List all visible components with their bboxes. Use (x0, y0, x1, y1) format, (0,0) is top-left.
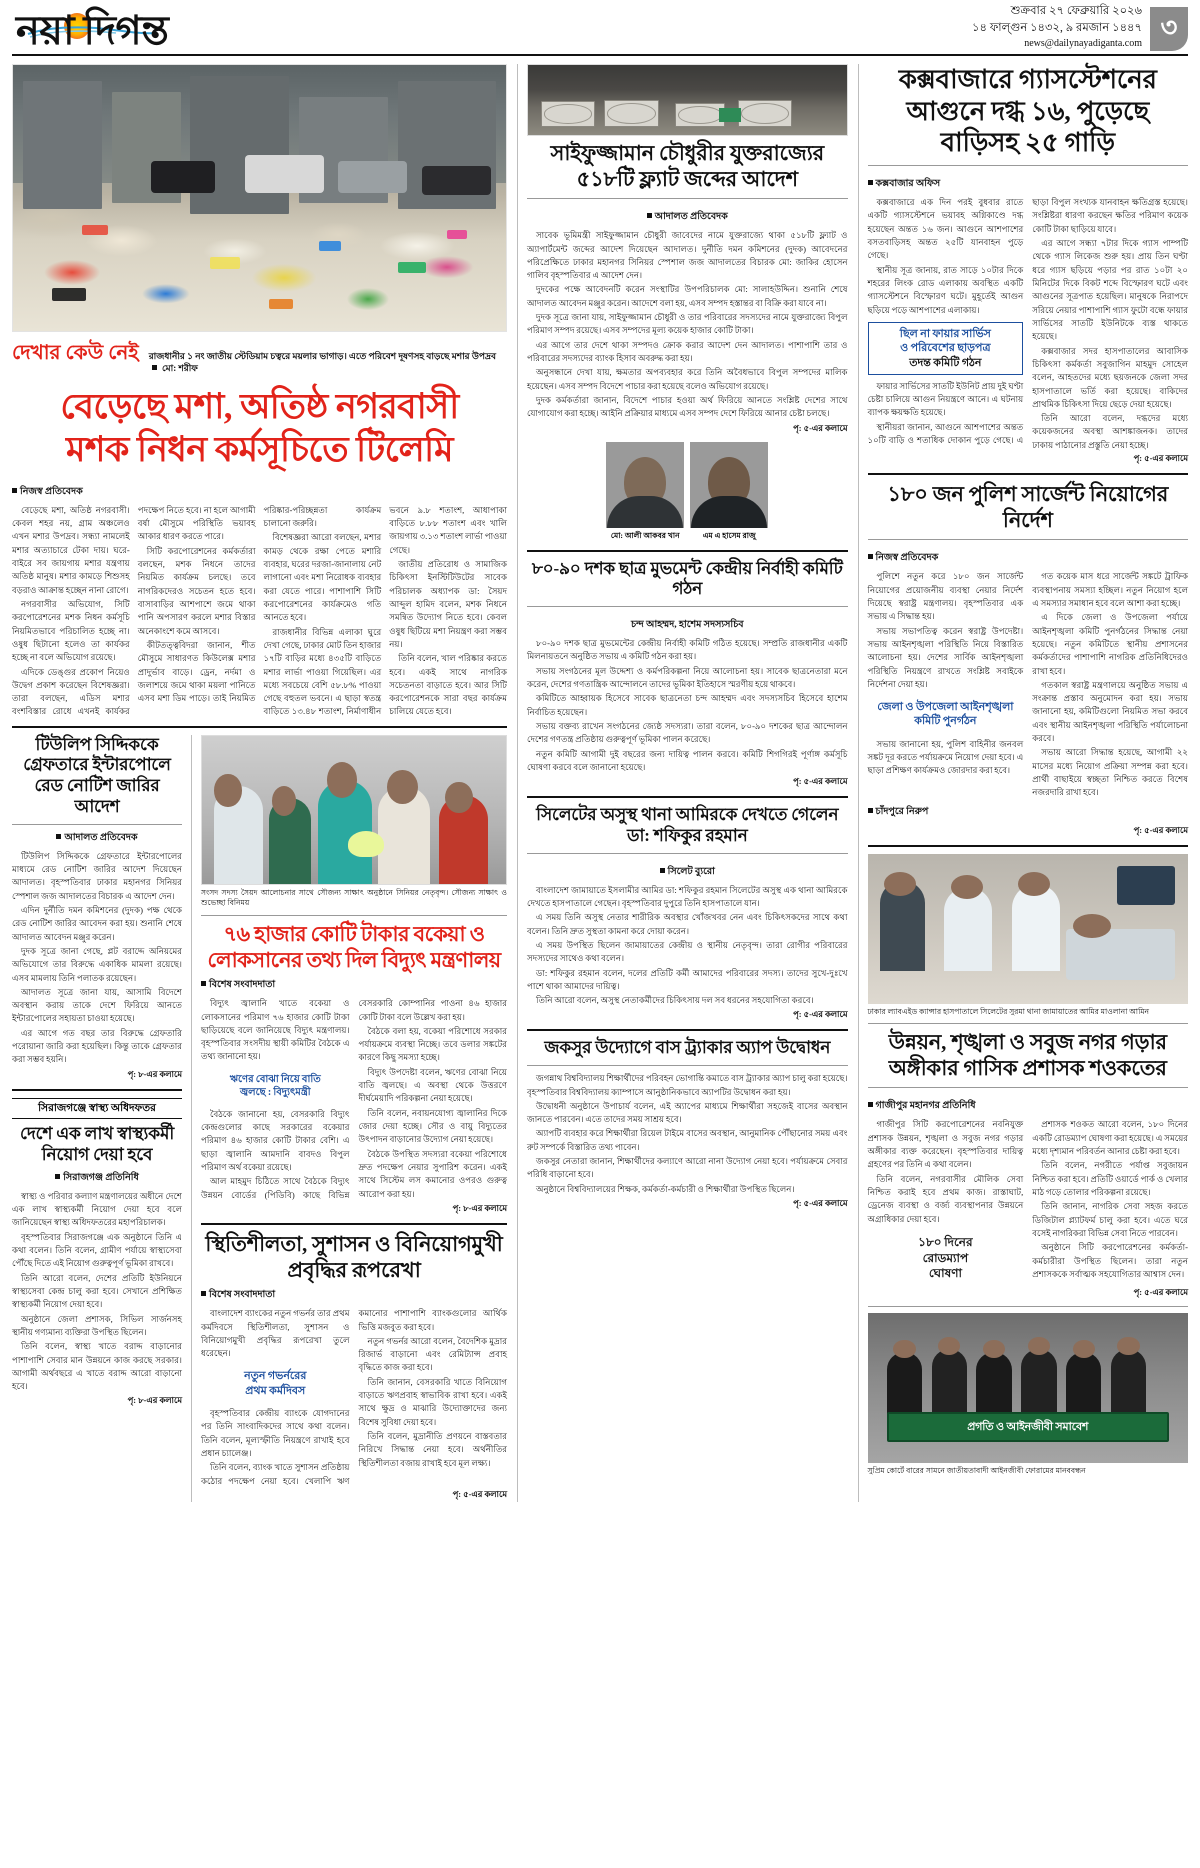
police-credit: চাঁদপুরে নিরুপ (868, 805, 1189, 820)
paragraph: পুলিশে নতুন করে ১৮০ জন সার্জেন্ট নিয়োগের প্রয়োজনীয় ব্যবস্থা নেয়ার নির্দেশ দিয়েছে স্বরাষ্ট্র মন্ত্রণালয়। বৃহস্পতিবার এক সভায় এ সিদ্ধান্ত হয়। (867, 571, 1024, 622)
paragraph: গাজীপুর সিটি করপোরেশনের নবনিযুক্ত প্রশাসক উন্নয়ন, শৃঙ্খলা ও সবুজ নগর গড়ার অঙ্গীকার ব্যক্ত করেছেন। বৃহস্পতিবার দায়িত্ব গ্রহণের পর তিনি এ কথা বলেন। (867, 1119, 1024, 1170)
paragraph: জকসুর নেতারা জানান, শিক্ষার্থীদের কল্যাণে আরো নানা উদ্যোগ নেয়া হবে। পর্যায়ক্রমে সেবার পরিধি বাড়ানো হবে। (527, 1156, 848, 1180)
coxsbazar-byline: কক্সবাজার অফিস (868, 177, 1189, 192)
paragraph: সভায় আরো সিদ্ধান্ত হয়েছে, আগামী ২২ মাসের মধ্যে নিয়োগ প্রক্রিয়া সম্পন্ন করা হবে। প্রার্থী বাছাইয়ে স্বচ্ছতা নিশ্চিত করতে বিশেষ নজরদারি রাখা হবে। (1032, 747, 1188, 798)
portrait-photo (690, 442, 768, 528)
paragraph: অনুষ্ঠানে সিটি করপোরেশনের কর্মকর্তা-কর্মচারীরা উপস্থিত ছিলেন। তারা নতুন প্রশাসককে সর্বাত্মক সহযোগিতার আশ্বাস দেন। (1032, 1242, 1188, 1279)
paragraph: ফায়ার সার্ভিসের সাতটি ইউনিট প্রায় দুই ঘণ্টা চেষ্টা চালিয়ে আগুন নিয়ন্ত্রণে আনে। এ ঘটনায় ব্যাপক ক্ষয়ক্ষতি হয়েছে। (867, 380, 1024, 418)
paragraph: তিনি বলেন, খাল পরিষ্কার করতে হবে। একই সাথে নাগরিক সচেতনতা বাড়াতে হবে। আর সিটি করপোরেশনকে সারা বছর কার্যক্রম চালিয়ে যেতে হবে। (389, 653, 507, 717)
caption-credit: মো: শরীফ (161, 362, 198, 373)
sirajganj-headline: দেশে এক লাখ স্বাস্থ্যকর্মী নিয়োগ দেয়া হবে (19, 1124, 175, 1165)
power-article (191, 735, 507, 1502)
gazipur-body (868, 1118, 1189, 1286)
paragraph: ৮০-৯০ দশক ছাত্র মুভমেন্টের কেন্দ্রীয় নির্বাহী কমিটি গঠিত হয়েছে। সম্প্রতি রাজধানীর একটি মিলনায়তনে অনুষ্ঠিত সভায় এ কমিটি গঠন করা হয়। (527, 638, 848, 662)
column-lead (12, 64, 507, 1502)
paragraph: তিনি জানান, বেসরকারি খাতে বিনিয়োগ বাড়াতে ঋণপ্রবাহ স্বাভাবিক রাখা হবে। একই সাথে ক্ষুদ্র ও মাঝারি উদ্যোক্তাদের জন্য বিশেষ সুবিধা দেয়া হবে। (358, 1376, 507, 1427)
logo-text: নয়া দিগন্ত (16, 8, 169, 53)
police-byline: নিজস্ব প্রতিবেদক (868, 551, 1189, 566)
badge-line3: ঘোষণা (928, 1266, 962, 1281)
sylhet-headline: সিলেটের অসুস্থ থানা আমিরকে দেখতে গেলেন ডা: শফিকুর রহমান (536, 805, 839, 845)
saifuzzaman-jump[interactable]: পৃ: ৫-এর কলামে (793, 423, 848, 433)
power-photo-caption: সংসদ সদস্য সৈয়দ আলোচনার সাথে সৌজন্য সাক্ষাৎ অনুষ্ঠানে সিনিয়র নেতৃবৃন্দ। সৌজন্য সাক্ষাৎ ও শুভেচ্ছা বিনিময় (201, 887, 507, 908)
power-jump[interactable]: পৃ: ৮-এর কলামে (452, 1203, 507, 1213)
lower-left-block (12, 735, 507, 1502)
paragraph: আল মাহমুদ চিঠিতে সাথে বৈঠকে বিদ্যুৎ উন্নয়ন বোর্ডের (পিডিবি) কাছে বিভিন্ন বেসরকারি কোম্পানির পাওনা ৪৬ হাজার কোটি টাকা বলে উল্লেখ করা হয়। (201, 998, 507, 1200)
paragraph: তিনি বলেন, নগরবাসীর মৌলিক সেবা নিশ্চিত করাই হবে প্রথম কাজ। রাস্তাঘাট, ড্রেনেজ ব্যবস্থা ও বর্জ্য ব্যবস্থাপনার উন্নয়নে অগ্রাধিকার দেয়া হবে। (867, 1173, 1024, 1224)
paragraph: অনুসন্ধানে দেখা যায়, ক্ষমতার অপব্যবহার করে তিনি অবৈধভাবে বিপুল সম্পদের মালিক হয়েছেন। এসব সম্পদ বিদেশে পাচার করা হয়েছে বলেও অভিযোগ রয়েছে। (527, 367, 848, 391)
lead-body (12, 504, 507, 719)
lead-byline: নিজস্ব প্রতিবেদক (12, 485, 507, 500)
paragraph: অ্যাপটি ব্যবহার করে শিক্ষার্থীরা রিয়েল টাইমে বাসের অবস্থান, আনুমানিক পৌঁছানোর সময় এবং রুট সম্পর্কে বিস্তারিত তথ্য পাবেন। (527, 1128, 848, 1152)
interpol-byline: আদালত প্রতিবেদক (12, 831, 182, 846)
growth-sub-line1: নতুন গভর্নরের (244, 1370, 307, 1383)
paragraph: এর আগে তার দেশে থাকা সম্পদও ক্রোক করার আদেশ দেন আদালত। পাশাপাশি তার ও পরিবারের সদস্যদের ব্যাংক হিসাব অবরুদ্ধ করা হয়। (527, 339, 848, 364)
handover-photo (201, 735, 507, 885)
paragraph: বাংলাদেশ জামায়াতে ইসলামীর আমির ডা: শফিকুর রহমান সিলেটের অসুস্থ এক থানা আমিরকে দেখতে হাসপাতালে গেছেন। বৃহস্পতিবার দুপুরে তিনি হাসপাতালে যান। (527, 884, 848, 908)
hospital-photo-caption: ঢাকার ল্যাবএইড ক্যান্সার হাসপাতালে সিলেটের সুরমা থানা জামায়াতের আমির মাওলানা আমিন (867, 1006, 1150, 1016)
paragraph: দুদক কর্মকর্তারা জানান, বিদেশে পাচার হওয়া অর্থ ফিরিয়ে আনতে সংশ্লিষ্ট দেশের সাথে যোগাযোগ করা হচ্ছে। আইনি প্রক্রিয়ার মাধ্যমে এসব সম্পদ দেশে ফিরিয়ে আনার চেষ্টা চলছে। (527, 394, 848, 419)
power-headline-line2: লোকসানের তথ্য দিল বিদ্যুৎ মন্ত্রণালয় (207, 947, 501, 972)
paragraph: তিনি আরো বলেন, দগ্ধদের মধ্যে কয়েকজনের অবস্থা আশঙ্কাজনক। তাদের ঢাকায় পাঠানোর প্রস্তুতি নেয়া হচ্ছে। (1032, 413, 1188, 450)
gazipur-jump[interactable]: পৃ: ৫-এর কলামে (1133, 1288, 1188, 1298)
growth-jump[interactable]: পৃ: ৫-এর কলামে (452, 1489, 507, 1499)
power-byline: বিশেষ সংবাদদাতা (201, 978, 507, 993)
coxsbazar-jump[interactable]: পৃ: ৫-এর কলামে (1133, 454, 1188, 464)
rally-banner: প্রগতি ও আইনজীবী সমাবেশ (887, 1412, 1169, 1442)
portrait-photo (606, 442, 684, 528)
portrait-group (527, 442, 848, 543)
power-sub-line2: জ্বলছে : বিদ্যুৎমন্ত্রী (239, 1086, 311, 1098)
rally-photo-caption: সুপ্রিম কোর্টে বারের সামনে জাতীয়তাবাদী আইনজীবী ফোরামের মানববন্ধন (867, 1466, 1086, 1476)
saifuzzaman-byline: আদালত প্রতিবেদক (527, 210, 848, 225)
paragraph: এর আগে গত বছর তার বিরুদ্ধে গ্রেফতারি পরোয়ানা জারি করা হয়েছিল। কিন্তু তাকে গ্রেফতার করা সম্ভব হয়নি। (12, 1027, 182, 1065)
box-line3: তদন্ত কমিটি গঠন (909, 356, 982, 369)
gazipur-byline: গাজীপুর মহানগর প্রতিনিধি (868, 1099, 1189, 1114)
paragraph: এদিন দুর্নীতি দমন কমিশনের (দুদক) পক্ষ থেকে রেড নোটিশ জারির আবেদন করা হয়। শুনানি শেষে আদালত আবেদন মঞ্জুর করেন। (12, 904, 182, 942)
power-body (201, 997, 507, 1202)
growth-headline: স্থিতিশীলতা, সুশাসন ও বিনিয়োগমুখী প্রবৃদ্ধির রূপরেখা (205, 1231, 503, 1282)
paragraph: প্রশাসক শওকত আরো বলেন, ১৮০ দিনের একটি রোডম্যাপ ঘোষণা করা হয়েছে। এ সময়ের মধ্যে দৃশ্যমান পরিবর্তন আনার চেষ্টা করা হবে। (1032, 1119, 1188, 1157)
sirajganj-jump[interactable]: পৃ: ৮-এর কলামে (127, 1396, 182, 1406)
paragraph: তিনি বলেন, নবায়নযোগ্য জ্বালানির দিকে জোর দেয়া হচ্ছে। সৌর ও বায়ু বিদ্যুতের উৎপাদন বাড়ানোর উদ্যোগ নেয়া হয়েছে। (358, 1107, 507, 1145)
paragraph: দুদকের পক্ষে আবেদনটি করেন সংস্থাটির উপপরিচালক মো: সালাহউদ্দিন। শুনানি শেষে আদালত আবেদন মঞ্জুর করেন। আদেশে বলা হয়, এসব সম্পদ হস্তান্তর বা বিক্রি করা যাবে না। (527, 284, 848, 308)
paragraph: কীটতত্ত্ববিদরা জানান, শীত মৌসুমে সাধারণত কিউলেক্স মশার প্রাদুর্ভাব বাড়ে। ড্রেন, নর্দমা ও জলাশয়ে জমে থাকা ময়লা পানিতে এসব মশা ডিম পাড়ে। তাই নিয়মিত পরিষ্কার-পরিচ্ছন্নতা কার্যক্রম চালানো জরুরি। (137, 504, 382, 704)
coxsbazar-highlight-box (868, 322, 1024, 375)
student-movement-jump[interactable]: পৃ: ৫-এর কলামে (793, 777, 848, 787)
gazipur-headline: উন্নয়ন, শৃঙ্খলা ও সবুজ নগর গড়ার অঙ্গীকার গাসিক প্রশাসক শওকতের (888, 1030, 1167, 1080)
paragraph: অনুষ্ঠানে জেলা প্রশাসক, সিভিল সার্জনসহ স্থানীয় গণ্যমান্য ব্যক্তিরা উপস্থিত ছিলেন। (12, 1313, 182, 1337)
paragraph: জাতীয় প্রতিরোধ ও সামাজিক চিকিৎসা ইনস্টিটিউটের সাবেক পরিচালক অধ্যাপক ডা: সৈয়দ আব্দুল হামিদ বলেন, মশক নিধনে সমন্বিত উদ্যোগ নিতে হবে। কেবল ওষুধ ছিটিয়ে মশা নিয়ন্ত্রণ করা সম্ভব নয়। (389, 559, 507, 649)
paragraph: আদালত সূত্রে জানা যায়, আসামি বিদেশে অবস্থান করায় তাকে দেশে ফিরিয়ে আনতে ইন্টারপোলের সহায়তা চাওয়া হয়েছে। (12, 986, 182, 1024)
paragraph: বিদ্যুৎ উপদেষ্টা বলেন, ঋণের বোঝা নিয়ে বাতি জ্বলছে। এ অবস্থা থেকে উত্তরণে দীর্ঘমেয়াদি পরিকল্পনা নেয়া হয়েছে। (358, 1066, 507, 1104)
paragraph: কক্সবাজার সদর হাসপাতালের আবাসিক চিকিৎসা কর্মকর্তা সবুজাগিন মাহমুদ সোহেল বলেন, আহতদের মধ্যে ছয়জনকে জেলা সদর হাসপাতালে ভর্তি করা হয়েছে। বাকিদের প্রাথমিক চিকিৎসা দিয়ে ছেড়ে দেয়া হয়েছে। (1032, 345, 1188, 409)
police-subbox (868, 696, 1024, 733)
sirajganj-byline: সিরাজগঞ্জ প্রতিনিধি (12, 1171, 182, 1186)
paragraph: বৈঠকে বলা হয়, বকেয়া পরিশোধে সরকার পর্যায়ক্রমে ব্যবস্থা নিচ্ছে। তবে ডলার সঙ্কটের কারণে কিছু সমস্যা হচ্ছে। (358, 1025, 507, 1063)
power-headline-line1: ৭৬ হাজার কোটি টাকার বকেয়া ও (223, 922, 485, 946)
gazipur-badge (868, 1231, 1024, 1286)
sylhet-jump[interactable]: পৃ: ৫-এর কলামে (793, 1010, 848, 1020)
police-headline: ১৮০ জন পুলিশ সার্জেন্ট নিয়োগের নির্দেশ (887, 482, 1169, 532)
paragraph: স্থানীয়রা জানান, আগুনে আশপাশের অন্তত ১০টি বাড়ি ও শতাধিক দোকান পুড়ে গেছে। এ ছাড়া বিপুল সংখ্যক যানবাহন ক্ষতিগ্রস্ত হয়েছে। সংশ্লিষ্টরা ধারণা করছেন ক্ষতির পরিমাণ কয়েক কোটি টাকা ছাড়িয়ে যাবে। (867, 197, 1188, 446)
paragraph: এ দিকে জেলা ও উপজেলা পর্যায়ে আইনশৃঙ্খলা কমিটি পুনর্গঠনের সিদ্ধান্ত নেয়া হয়েছে। নতুন কমিটিতে স্থানীয় প্রশাসনের কর্মকর্তাদের পাশাপাশি নাগরিক প্রতিনিধিদেরও রাখা হবে। (1032, 612, 1188, 676)
portrait-name: এম এ হাসেম রাজু (702, 530, 756, 540)
police-subbox-text: জেলা ও উপজেলা আইনশৃঙ্খলা কমিটি পুনর্গঠন (877, 701, 1014, 728)
coxsbazar-body (868, 196, 1189, 452)
paragraph: দুদক সূত্রে জানা গেছে, প্লট বরাদ্দে অনিয়মের অভিযোগে তার বিরুদ্ধে একাধিক মামলা রয়েছে। এসব মামলায় তিনি পলাতক রয়েছেন। (12, 945, 182, 983)
content-grid (12, 56, 1188, 1502)
police-jump[interactable]: পৃ: ৫-এর কলামে (1133, 825, 1188, 835)
paragraph: সভায় সংগঠনের মূল উদ্দেশ্য ও কর্মপরিকল্পনা নিয়ে আলোচনা হয়। সাবেক ছাত্রনেতারা মনে করেন, দেশের গণতান্ত্রিক আন্দোলনে তাদের ভূমিকা ইতিহাসে স্মরণীয় হয়ে থাকবে। (527, 665, 848, 689)
date-block (972, 3, 1142, 51)
paragraph: গতকাল স্বরাষ্ট্র মন্ত্রণালয়ে অনুষ্ঠিত সভায় এ সংক্রান্ত প্রস্তাব অনুমোদন করা হয়। সভায় জানানো হয়, কমিটিগুলো নিয়মিত সভা করবে এবং স্থানীয় আইনশৃঙ্খলা পরিস্থিতি পর্যালোচনা করবে। (1032, 679, 1188, 744)
paragraph: বৃহস্পতিবার কেন্দ্রীয় ব্যাংকে যোগদানের পর তিনি সাংবাদিকদের সাথে কথা বলেন। তিনি বলেন, মূল্যস্ফীতি নিয়ন্ত্রণে রাখাই হবে প্রধান চ্যালেঞ্জ। (201, 1408, 350, 1458)
student-movement-body (527, 637, 848, 775)
sirajganj-kicker: সিরাজগঞ্জে স্বাস্থ্য অধিদফতর (12, 1098, 182, 1120)
lead-headline-line2: মশক নিধন কর্মসূচিতে টিলেমি (65, 430, 454, 470)
bengali-hijri-date: ১৪ ফাল্গুন ১৪৩২, ৯ রমজান ১৪৪৭ (972, 21, 1142, 34)
power-headline (201, 922, 507, 973)
contact-email: news@dailynayadiganta.com (1024, 37, 1142, 49)
column-three (858, 64, 1189, 1502)
paragraph: স্থানীয় সূত্র জানায়, রাত সাড়ে ১০টার দিকে শহরের লিংক রোড এলাকায় অবস্থিত একটি গ্যাসস্টেশনে বিস্ফোরণ ঘটে। মুহূর্তেই আগুন ছড়িয়ে পড়ে আশপাশের এলাকায়। (867, 264, 1024, 315)
masthead-right (972, 3, 1188, 51)
police-body (868, 570, 1189, 799)
paragraph: নতুন কমিটি আগামী দুই বছরের জন্য দায়িত্ব পালন করবে। কমিটি শিগগিরই পূর্ণাঙ্গ কর্মসূচি ঘোষণা করবে বলে জানানো হয়েছে। (527, 748, 848, 772)
interpol-body (12, 850, 182, 1067)
paragraph: সিটি করপোরেশনের কর্মকর্তারা বলছেন, মশক নিধনে তাদের নিয়মিত কার্যক্রম চলছে। তবে নাগরিকদেরও সচেতন হতে হবে। বাসাবাড়ির আশপাশে জমে থাকা পানি অপসারণ করলে মশার বিস্তার অনেকাংশে কমে আসবে। (137, 545, 256, 636)
paragraph: এদিকে ডেঙ্গুর প্রকোপ নিয়েও উদ্বেগ প্রকাশ করেছেন বিশেষজ্ঞরা। তারা বলছেন, এডিস মশার বংশবিস্তার রোধে এখনই কার্যকর পদক্ষেপ নিতে হবে। না হলে আগামী বর্ষা মৌসুমে পরিস্থিতি ভয়াবহ আকার ধারণ করতে পারে। (12, 504, 256, 717)
masthead (12, 0, 1188, 56)
growth-body (201, 1307, 507, 1488)
paragraph: তিনি বলেন, নগরীতে পর্যাপ্ত সবুজায়ন নিশ্চিত করা হবে। প্রতিটি ওয়ার্ডে পার্ক ও খেলার মাঠ গড়ে তোলার পরিকল্পনা রয়েছে। (1032, 1160, 1188, 1198)
saifuzzaman-headline: সাইফুজ্জামান চৌধুরীর যুক্তরাজ্যের ৫১৮টি ফ্ল্যাট জব্দের আদেশ (550, 141, 824, 191)
paragraph: বেড়েছে মশা, অতিষ্ঠ নগরবাসী। কেবল শহর নয়, গ্রাম অঞ্চলেও এখন মশার উপদ্রব। সন্ধ্যা নামলেই মশার অত্যাচারে টেকা দায়। ঘরে-বাইরে সব জায়গায় মশার যন্ত্রণায় অতিষ্ঠ মানুষ। মশার কামড়ে শিশুসহ বড়রাও আক্রান্ত হচ্ছেন নানা রোগে। (12, 504, 130, 595)
paragraph: বৈঠকে জানানো হয়, বেসরকারি বিদ্যুৎ কেন্দ্রগুলোর কাছে সরকারের বকেয়ার পরিমাণ ৪৬ হাজার কোটি টাকার বেশি। এ ছাড়া জ্বালানি আমদানি বাবদও বিপুল পরিমাণ অর্থ বকেয়া রয়েছে। (201, 1108, 350, 1173)
joksu-jump[interactable]: পৃ: ৫-এর কলামে (793, 1199, 848, 1209)
paragraph: তিনি আরো বলেন, দেশের প্রতিটি ইউনিয়নে স্বাস্থ্যসেবা কেন্দ্র চালু করা হবে। সেখানে প্রশিক্ষিত স্বাস্থ্যকর্মী নিয়োগ দেয়া হবে। (12, 1272, 182, 1310)
paragraph: কক্সবাজারে এক দিন পরই বুধবার রাতে একটি গ্যাসস্টেশনে ভয়াবহ অগ্নিকাণ্ডে দগ্ধ হয়েছেন অন্তত ১৬ জন। আগুনে আশপাশের বসতবাড়িসহ অন্তত ২৫টি যানবাহন পুড়ে গেছে। (867, 197, 1024, 261)
paragraph: নগরবাসীর অভিযোগ, সিটি করপোরেশনের মশক নিধন কর্মসূচি নিয়মিতভাবে পরিচালিত হচ্ছে না। ওষুধ ছিটানো হলেও তা কার্যকর হচ্ছে না বলে অভিযোগ রয়েছে। (12, 598, 130, 663)
joksu-headline: জকসুর উদ্যোগে বাস ট্র্যাকার অ্যাপ উদ্বোধন (544, 1038, 831, 1058)
paragraph: তিনি বলেন, ব্যাংক খাতে সুশাসন প্রতিষ্ঠায় কঠোর পদক্ষেপ নেয়া হবে। খেলাপি ঋণ কমানোর পাশাপাশি ব্যাংকগুলোর আর্থিক ভিত্তি মজবুত করা হবে। (201, 1308, 507, 1486)
paragraph: সভায় সভাপতিত্ব করেন স্বরাষ্ট্র উপদেষ্টা। সভায় আইনশৃঙ্খলা পরিস্থিতি নিয়ে বিস্তারিত আলোচনা হয়। দেশের সার্বিক আইনশৃঙ্খলা পরিস্থিতি নিয়ন্ত্রণে রাখতে সংশ্লিষ্ট সবাইকে নির্দেশনা দেয়া হয়। (867, 625, 1024, 689)
paragraph: ডা: শফিকুর রহমান বলেন, দলের প্রতিটি কর্মী আমাদের পরিবারের সদস্য। তাদের সুখে-দুঃখে পাশে থাকা আমাদের দায়িত্ব। (527, 967, 848, 991)
column-two (517, 64, 848, 1502)
caption-body: রাজধানীর ১ নং জাতীয় স্টেডিয়াম চত্বরে ময়লার ভাগাড়। এতে পরিবেশ দূষণসহ বাড়ছে মশার উপদ্রব (148, 351, 496, 361)
page-number-badge: ৩ (1150, 7, 1188, 51)
interpol-article (12, 735, 182, 1502)
caption-text (149, 351, 507, 374)
power-sub-line1: ঋণের বোঝা নিয়ে বাতি (229, 1073, 321, 1085)
gregorian-date: শুক্রবার ২৭ ফেব্রুয়ারি ২০২৬ (1010, 5, 1142, 18)
interpol-jump[interactable]: পৃ: ৮-এর কলামে (127, 1069, 182, 1079)
paragraph: সাবেক ভূমিমন্ত্রী সাইফুজ্জামান চৌধুরী জাবেদের নামে যুক্তরাজ্যে থাকা ৫১৮টি ফ্ল্যাট ও অ্যাপার্টমেন্ট জব্দের আদেশ দিয়েছেন আদালত। দুর্নীতি দমন কমিশনের (দুদক) আবেদনের পরিপ্রেক্ষিতে ঢাকার মহানগর সিনিয়র স্পেশাল জজ আদালতের বিচারক মো: জাকির হোসেন গালিব বৃহস্পতিবার এ আদেশ দেন। (527, 230, 848, 281)
growth-sub-line2: প্রথম কর্মদিবস (245, 1384, 306, 1397)
paragraph: বৈঠকে উপস্থিত সদস্যরা বকেয়া পরিশোধে দ্রুত পদক্ষেপ নেয়ার সুপারিশ করেন। একই সাথে সিস্টেম লস কমানোর ওপরও গুরুত্ব আরোপ করা হয়। (358, 1148, 507, 1199)
paragraph: এর আগে সন্ধ্যা ৭টার দিকে গ্যাস পাম্পটি থেকে গ্যাস লিকেজ শুরু হয়। প্রায় তিন ঘণ্টা ধরে গ্যাস ছড়িয়ে পড়ার পর রাত ১০টা ২০ মিনিটের দিকে বিকট শব্দে বিস্ফোরণ ঘটে এবং আগুনের সূত্রপাত হয়েছিল। মানুষকে নিরাপদে সরিয়ে নেয়ার পাশাপাশি গ্যাস ফুটো বন্ধে ফায়ার সার্ভিসের সাতটি ইউনিটকে ব্যস্ত থাকতে হয়েছে। (1032, 238, 1188, 342)
paragraph: এ সময় উপস্থিত ছিলেন জামায়াতের কেন্দ্রীয় ও স্থানীয় নেতৃবৃন্দ। তারা রোগীর পরিবারের সদস্যদের সাথেও কথা বলেন। (527, 939, 848, 964)
saifuzzaman-body (527, 229, 848, 421)
lead-photo-garbage (12, 64, 507, 332)
ac-units-photo (527, 64, 848, 136)
lead-headline (12, 386, 507, 471)
lead-photo-caption-row (12, 332, 507, 374)
box-line2: ও পরিবেশের ছাড়পত্র (900, 342, 991, 355)
paragraph: উদ্বোধনী অনুষ্ঠানে উপাচার্য বলেন, এই অ্যাপের মাধ্যমে শিক্ষার্থীরা সহজেই বাসের অবস্থান জানতে পারবেন। এতে তাদের সময় সাশ্রয় হবে। (527, 1100, 848, 1125)
rally-photo (868, 1313, 1189, 1463)
newspaper-logo (12, 8, 169, 53)
paragraph: সভায় জানানো হয়, পুলিশ বাহিনীর জনবল সঙ্কট দূর করতে পর্যায়ক্রমে নিয়োগ দেয়া হবে। এ ছাড়া প্রশিক্ষণ কার্যক্রমও জোরদার করা হবে। (867, 738, 1024, 776)
paragraph: অনুষ্ঠানে বিশ্ববিদ্যালয়ের শিক্ষক, কর্মকর্তা-কর্মচারী ও শিক্ষার্থীরা উপস্থিত ছিলেন। (536, 1183, 795, 1194)
interpol-headline: টিউলিপ সিদ্দিককে গ্রেফতারে ইন্টারপোলে রেড নোটিশ জারির আদেশ (23, 734, 171, 816)
student-movement-sub: চন্দ আহম্মদ, হাশেম সদস্যসচিব (630, 620, 744, 631)
coxsbazar-headline: কক্সবাজারে গ্যাসস্টেশনের আগুনে দগ্ধ ১৬, পুড়েছে বাড়িসহ ২৫ গাড়ি (898, 65, 1157, 158)
paragraph: দুদক সূত্রে জানা যায়, সাইফুজ্জামান চৌধুরী ও তার পরিবারের সদস্যদের নামে যুক্তরাজ্যে বিপুল পরিমাণ সম্পদ রয়েছে। এসব সম্পদের মূল্য কয়েক হাজার কোটি টাকা। (527, 312, 848, 336)
paragraph: সভায় বক্তব্য রাখেন সংগঠনের জ্যেষ্ঠ সদস্যরা। তারা বলেন, ৮০-৯০ দশকের ছাত্র আন্দোলন দেশের গণতন্ত্র প্রতিষ্ঠায় গুরুত্বপূর্ণ ভূমিকা পালন করেছে। (527, 720, 848, 745)
paragraph: তিনি বলেন, স্বাস্থ্য খাতে বরাদ্দ বাড়ানোর পাশাপাশি সেবার মান উন্নয়নে কাজ করছে সরকার। আগামী অর্থবছরে এ খাতে বরাদ্দ আরো বাড়ানো হবে। (12, 1341, 182, 1392)
sirajganj-body (12, 1190, 182, 1394)
paragraph: কমিটিতে আহ্বায়ক হিসেবে সাবেক ছাত্রনেতা চন্দ আহম্মদ এবং সদস্যসচিব হিসেবে হাশেম নির্বাচিত হয়েছেন। (527, 693, 848, 717)
paragraph: টিউলিপ সিদ্দিককে গ্রেফতারে ইন্টারপোলের মাধ্যমে রেড নোটিশ জারির আদেশ দিয়েছেন আদালত। বৃহস্পতিবার ঢাকার মহানগর সিনিয়র স্পেশাল জজ আদালতের বিচারক এ আদেশ দেন। (12, 850, 182, 901)
sylhet-byline: সিলেট ব্যুরো (527, 865, 848, 880)
paragraph: স্বাস্থ্য ও পরিবার কল্যাণ মন্ত্রণালয়ের অধীনে দেশে এক লাখ স্বাস্থ্যকর্মী নিয়োগ দেয়া হবে বলে জানিয়েছেন স্বাস্থ্য অধিদফতরের মহাপরিচালক। (12, 1190, 182, 1228)
portrait-name: মো: আলী আকবর খান (610, 530, 680, 540)
paragraph: বৃহস্পতিবার সিরাজগঞ্জে এক অনুষ্ঠানে তিনি এ কথা বলেন। তিনি বলেন, গ্রামীণ পর্যায়ে স্বাস্থ্যসেবা পৌঁছে দিতে এই নিয়োগ গুরুত্বপূর্ণ ভূমিকা রাখবে। (12, 1231, 182, 1269)
paragraph: এ সময় তিনি অসুস্থ নেতার শারীরিক অবস্থার খোঁজখবর নেন এবং চিকিৎসকদের সাথে কথা বলেন। তিনি দ্রুত সুস্থতা কামনা করে দোয়া করেন। (527, 912, 848, 936)
sylhet-body (527, 884, 848, 1009)
paragraph: গত কয়েক মাস ধরে সার্জেন্ট সঙ্কটে ট্রাফিক ব্যবস্থাপনায় সমস্যা হচ্ছিল। নতুন নিয়োগ হলে এ সমস্যার সমাধান হবে বলে আশা করা হচ্ছে। (1032, 571, 1188, 608)
paragraph: তিনি বলেন, মুদ্রানীতি প্রণয়নে বাস্তবতার নিরিখে সিদ্ধান্ত নেয়া হবে। অর্থনীতির স্থিতিশীলতা বজায় রাখাই হবে মূল লক্ষ্য। (358, 1431, 507, 1468)
paragraph: বাংলাদেশ ব্যাংকের নতুন গভর্নর তার প্রথম কর্মদিবসে স্থিতিশীলতা, সুশাসন ও বিনিয়োগমুখী প্রবৃদ্ধির রূপরেখা তুলে ধরেছেন। (201, 1308, 350, 1359)
paragraph: তিনি আরো বলেন, অসুস্থ নেতাকর্মীদের চিকিৎসায় দল সব ধরনের সহযোগিতা করবে। (536, 995, 814, 1006)
paragraph: তিনি জানান, নাগরিক সেবা সহজ করতে ডিজিটাল প্ল্যাটফর্ম চালু করা হবে। এতে ঘরে বসেই নাগরিকরা বিভিন্ন সেবা নিতে পারবেন। (1032, 1201, 1188, 1238)
badge-line2: রোডম্যাপ (922, 1250, 969, 1265)
paragraph: বিদ্যুৎ জ্বালানি খাতে বকেয়া ও লোকসানের পরিমাণ ৭৬ হাজার কোটি টাকা ছাড়িয়েছে বলে জানিয়েছে বিদ্যুৎ মন্ত্রণালয়। বৃহস্পতিবার সংসদীয় স্থায়ী কমিটির বৈঠকে এ তথ্য জানানো হয়। (201, 998, 350, 1062)
lead-headline-line1: বেড়েছে মশা, অতিষ্ঠ নগরবাসী (60, 387, 459, 427)
paragraph: জগন্নাথ বিশ্ববিদ্যালয় শিক্ষার্থীদের পরিবহন ভোগান্তি কমাতে বাস ট্র্যাকার অ্যাপ চালু করা হয়েছে। বৃহস্পতিবার বিশ্ববিদ্যালয় ক্যাম্পাসে আনুষ্ঠানিকভাবে অ্যাপটির উদ্বোধন করা হয়। (527, 1073, 848, 1097)
paragraph: রাজধানীর বিভিন্ন এলাকা ঘুরে দেখা গেছে, ঢাকার মোট তিন হাজার ১৭টি বাড়ির মধ্যে ৪৩৫টি বাড়িতে মশার লার্ভা পাওয়া গিয়েছিল। এর মধ্যে সবচেয়ে বেশি ৫৮.৮% পাওয়া গেছে বহুতল ভবনে। এ ছাড়া স্বতন্ত্র বাড়িতে ১৩.৪৮ শতাংশ, নির্মাণাধীন ভবনে ৯.৮ শতাংশ, আধাপাকা বাড়িতে ৮.৮৮ শতাংশ এবং খালি জায়গায় ৩.১৩ শতাংশ লার্ভা পাওয়া গেছে। (263, 504, 507, 717)
box-line1: ছিল না ফায়ার সার্ভিস (899, 327, 991, 340)
paragraph: নতুন গভর্নর আরো বলেন, বৈদেশিক মুদ্রার রিজার্ভ বাড়ানো এবং রেমিট্যান্স প্রবাহ বৃদ্ধিতে কাজ করা হবে। (358, 1335, 507, 1373)
badge-line1: ১৮০ দিনের (918, 1234, 973, 1249)
hospital-photo (868, 854, 1189, 1004)
growth-byline: বিশেষ সংবাদদাতা (201, 1288, 507, 1303)
joksu-body (527, 1072, 848, 1197)
student-movement-headline: ৮০-৯০ দশক ছাত্র মুভমেন্ট কেন্দ্রীয় নির্বাহী কমিটি গঠন (531, 558, 843, 599)
paragraph: বিশেষজ্ঞরা আরো বলছেন, মশার কামড় থেকে রক্ষা পেতে মশারি ব্যবহার, ঘরের দরজা-জানালায় নেট লাগানো এবং মশা নিরোধক ব্যবহার করা যেতে পারে। পাশাপাশি সিটি করপোরেশনের কার্যক্রমেও গতি আনতে হবে। (263, 532, 382, 623)
caption-headline: দেখার কেউ নেই (12, 342, 139, 364)
